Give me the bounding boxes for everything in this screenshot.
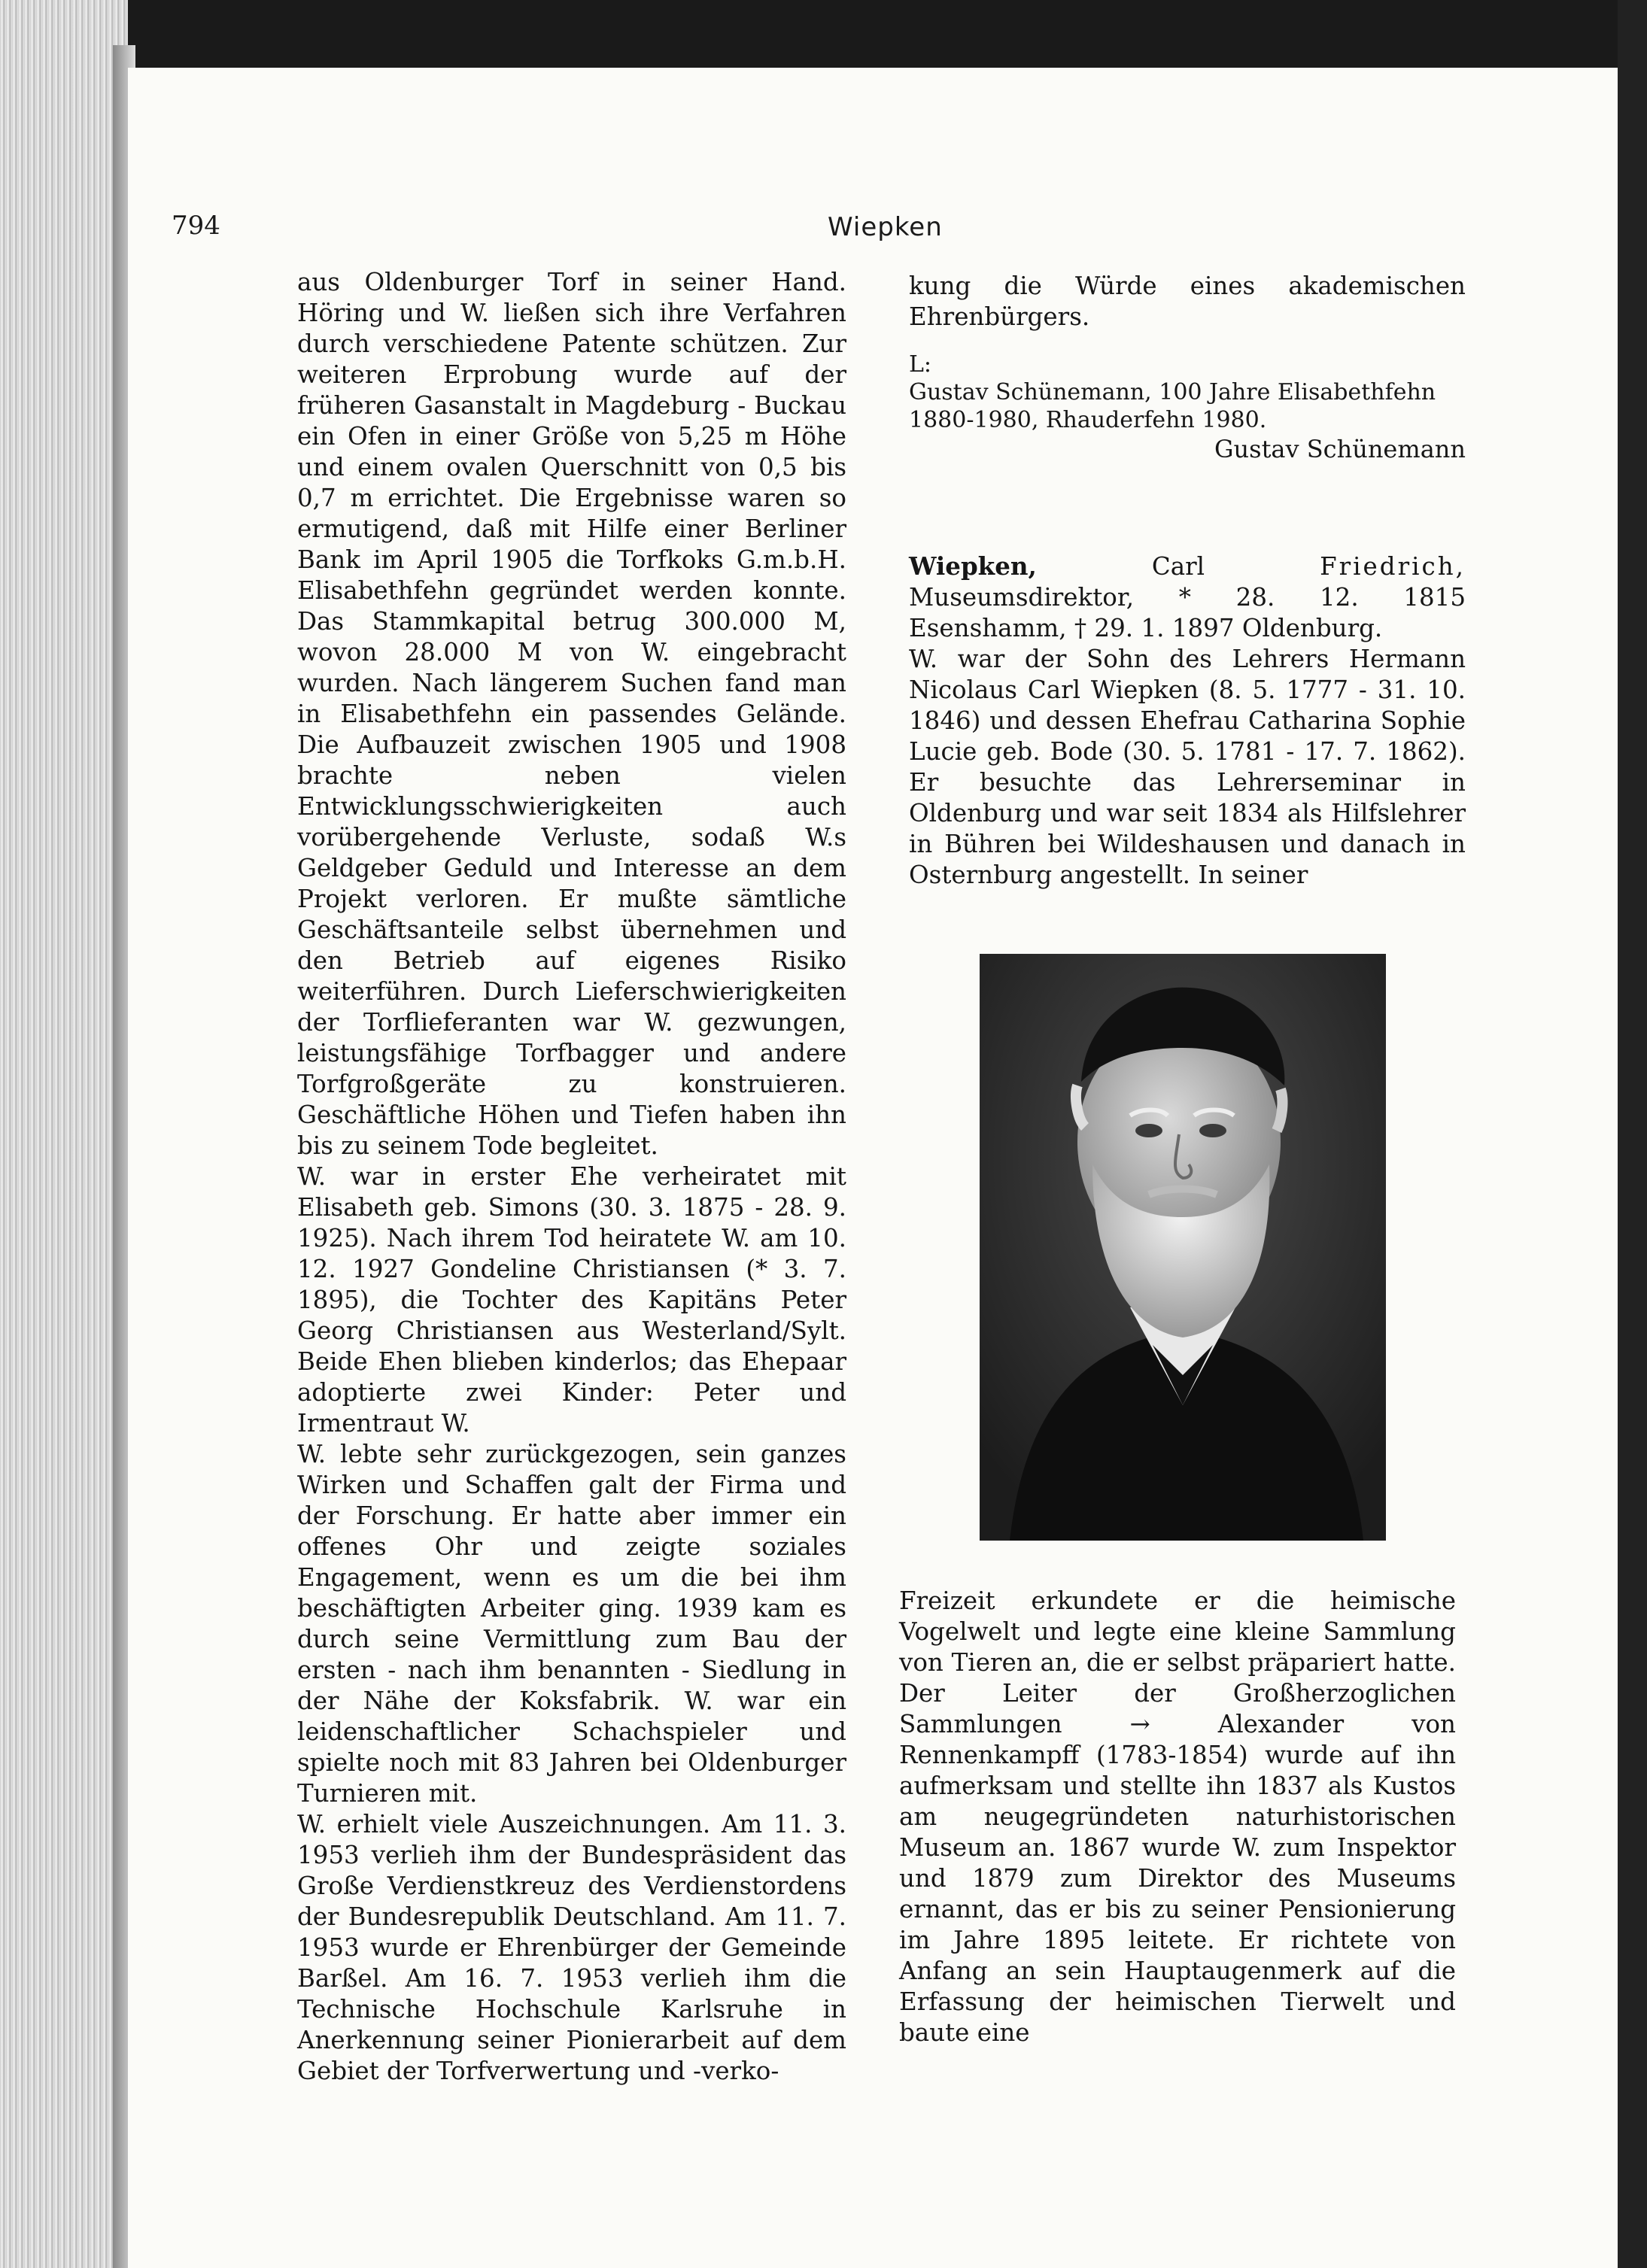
- entry-header: [909, 551, 1466, 644]
- paragraph: W. erhielt viele Auszeichnungen. Am 11. 3. 1953 verlieh ihm der Bundespräsident das Große Verdienstkreuz des Verdienstordens der Bundesrepublik Deutschland. Am 11. 7. 1953 wurde er Ehrenbürger der Gemeinde Barßel. Am 16. 7. 1953 verlieh ihm die Technische Hochschule Karlsruhe in Anerkennung seiner Pionierarbeit auf dem Gebiet der Torfverwertung und -verko-: [297, 1810, 846, 2085]
- page-number: 794: [172, 211, 220, 241]
- running-head: Wiepken: [828, 212, 943, 242]
- right-column-bottom: [899, 1586, 1456, 2048]
- paragraph: W. lebte sehr zurückgezogen, sein ganzes Wirken und Schaffen galt der Firma und der Forschung. Er hatte aber immer ein offenes Ohr und zeigte soziales Engagement, wenn es um die bei ihm beschäftigten Arbeiter ging. 1939 kam es durch seine Vermittlung zum Bau der ersten - nach ihm benannten - Siedlung in der Nähe der Koksfabrik. W. war ein leidenschaftlicher Schachspieler und spielte noch mit 83 Jahren bei Oldenburger Turnieren mit.: [297, 1440, 846, 1808]
- right-column-top: [909, 271, 1466, 891]
- paragraph: W. war der Sohn des Lehrers Hermann Nicolaus Carl Wiepken (8. 5. 1777 - 31. 10. 1846) und dessen Ehefrau Catharina Sophie Lucie geb. Bode (30. 5. 1781 - 17. 7. 1862). Er besuchte das Lehrerseminar in Oldenburg und war seit 1834 als Hilfslehrer in Bühren bei Wildeshausen und danach in Osternburg angestellt. In seiner: [909, 645, 1466, 889]
- portrait-illustration: [980, 954, 1386, 1541]
- paragraph: W. war in erster Ehe verheiratet mit Elisabeth geb. Simons (30. 3. 1875 - 28. 9. 1925). Nach ihrem Tod heiratete W. am 10. 12. 1927 Gondeline Christiansen (* 3. 7. 1895), die Tochter des Kapitäns Peter Georg Christiansen aus Westerland/Sylt. Beide Ehen blieben kinderlos; das Ehepaar adoptierte zwei Kinder: Peter und Irmentraut W.: [297, 1162, 846, 1438]
- book-page-edges: [0, 0, 128, 2268]
- literature-label: L:: [909, 351, 932, 378]
- continuation-text: kung die Würde eines akademischen Ehrenbürgers.: [909, 272, 1466, 331]
- literature-text: Gustav Schünemann, 100 Jahre Elisabethfehn 1880-1980, Rhauderfehn 1980.: [909, 379, 1436, 433]
- article-author: Gustav Schünemann: [1214, 435, 1466, 463]
- entry-details: Museumsdirektor, * 28. 12. 1815 Esenshamm, † 29. 1. 1897 Oldenburg.: [909, 583, 1466, 642]
- portrait-photo: [980, 954, 1386, 1541]
- entry-given-name-spaced: Friedrich,: [1320, 552, 1466, 581]
- entry-surname: Wiepken,: [909, 551, 1037, 581]
- paragraph: Freizeit erkundete er die heimische Vogelwelt und legte eine kleine Sammlung von Tieren an, die er selbst präpariert hatte. Der Leiter der Großherzoglichen Sammlungen → Alexander von Rennenkampff (1783-1854) wurde auf ihn aufmerksam und stellte ihn 1837 als Kustos am neugegründeten naturhistorischen Museum an. 1867 wurde W. zum Inspektor und 1879 zum Direktor des Museums ernannt, das er bis zu seiner Pensionierung im Jahre 1895 leitete. Er richtete von Anfang an sein Hauptaugenmerk auf die Erfassung der heimischen Tierwelt und baute eine: [899, 1586, 1456, 2047]
- entry-given-name: Carl: [1151, 552, 1205, 581]
- left-column: [297, 267, 846, 2087]
- paragraph: aus Oldenburger Torf in seiner Hand. Höring und W. ließen sich ihre Verfahren durch verschiedene Patente schützen. Zur weiteren Erprobung wurde auf der früheren Gasanstalt in Magdeburg - Buckau ein Ofen in einer Größe von 5,25 m Höhe und einem ovalen Querschnitt von 0,5 bis 0,7 m errichtet. Die Ergebnisse waren so ermutigend, daß mit Hilfe einer Berliner Bank im April 1905 die Torfkoks G.m.b.H. Elisabethfehn gegründet werden konnte. Das Stammkapital betrug 300.000 M, wovon 28.000 M von W. eingebracht wurden. Nach längerem Suchen fand man in Elisabethfehn ein passendes Gelände. Die Aufbauzeit zwischen 1905 und 1908 brachte neben vielen Entwicklungsschwierigkeiten auch vorübergehende Verluste, sodaß W.s Geldgeber Geduld und Interesse an dem Projekt verloren. Er mußte sämtliche Geschäftsanteile selbst übernehmen und den Betrieb auf eigenes Risiko weiterführen. Durch Lieferschwierigkeiten der Torflieferanten war W. gezwungen, leistungsfähige Torfbagger und andere Torfgroßgeräte zu konstruieren. Geschäftliche Höhen und Tiefen haben ihn bis zu seinem Tode begleitet.: [297, 268, 846, 1160]
- scan-background: [1618, 0, 1647, 2268]
